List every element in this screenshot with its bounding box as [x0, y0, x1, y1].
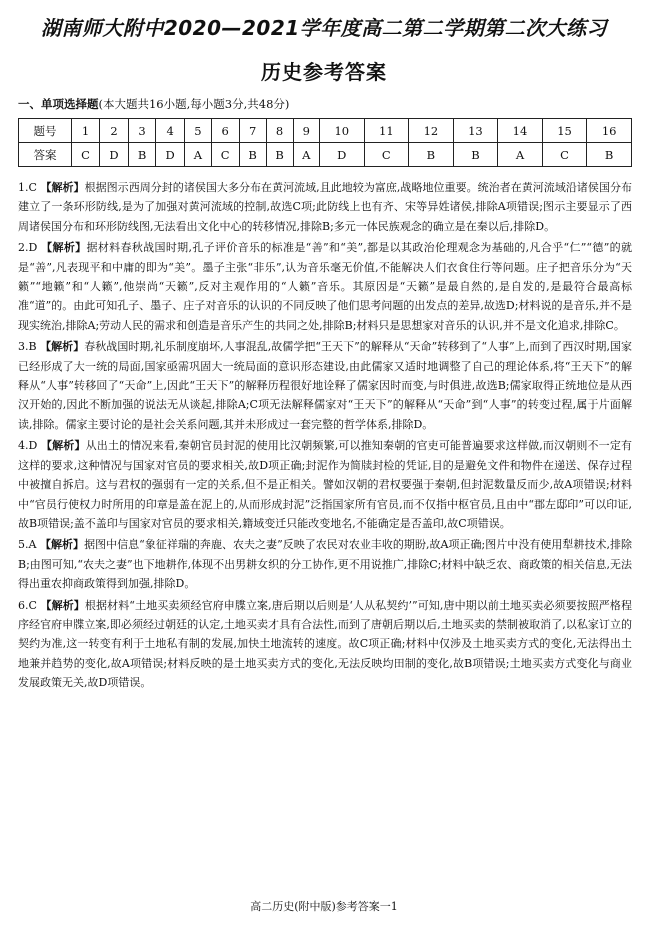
answer-cell: C — [211, 143, 239, 167]
analysis-tag: 【解析】 — [39, 538, 85, 552]
question-number: 10 — [320, 119, 365, 143]
analysis-tag: 【解析】 — [40, 439, 86, 453]
analysis-tag: 【解析】 — [41, 241, 87, 255]
section-label: 一、单项选择题 — [18, 97, 99, 111]
question-number: 13 — [453, 119, 498, 143]
explanation-item — [18, 596, 632, 693]
question-number: 5 — [185, 119, 212, 143]
page-footer: 高二历史(附中版)参考答案一1 — [250, 900, 398, 913]
explanation-text: 根据图示西周分封的诸侯国大多分布在黄河流域,且此地较为富庶,战略地位重要。统治者在黄河流域沿诸侯国分布建立了一条环形防线,是为了加强对黄河流域的控制,故选C项;此防线上也有齐、宋等异姓诸侯,排除A项错误;图示主要显示了西周诸侯国分布和环形防线图,无法看出文化中心的转移情况,排除B;多元一体民族观念的确立是在秦以后,排除D。 — [18, 181, 633, 233]
question-number: 8 — [266, 119, 293, 143]
answer-cell: A — [293, 143, 320, 167]
item-number-answer: 3.B — [18, 340, 37, 354]
answer-row — [19, 143, 632, 167]
question-number: 7 — [239, 119, 266, 143]
document-subtitle: 历史参考答案 — [261, 60, 387, 84]
explanation-text: 春秋战国时期,礼乐制度崩坏,人事混乱,故儒学把“王天下”的解释从“天命”转移到了“人事”上,而到了西汉时期,国家已经形成了大一统的局面,国家亟需巩固大一统局面的意识形态建设,由此儒家又适时地调整了自己的理论体系,将“王天下”的解释从“人事”转移回了“天命”上,因此“王天下”的解释历程很好地诠释了儒家因时而变,与时俱进,故选B;儒家取得正统地位是从西汉开始的,因此不断加强的说法无从谈起,排除A;C项无法解释儒家对“王天下”的解释从“天命”到“人事”的转变过程,属于片面解读,排除。儒家主要讨论的是社会关系问题,其并未形成过一套完整的哲学体系,排除D。 — [18, 340, 633, 431]
answer-cell: C — [542, 143, 587, 167]
question-number-header: 题号 — [19, 119, 72, 143]
item-number-answer: 2.D — [18, 241, 38, 255]
answer-cell: C — [72, 143, 100, 167]
question-number: 2 — [99, 119, 128, 143]
explanation-text: 从出土的情况来看,秦朝官员封泥的使用比汉朝频繁,可以推知秦朝的官吏可能普遍要求这样做,而汉朝则不一定有这样的要求,这种情况与国家对官员的要求相关,故D项正确;封泥作为简牍封检的凭证,目的是避免文件和物件在递送、保存过程中被擅自拆启。这与君权的强弱有一定的关系,但不是正相关。譬如汉朝的君权要强于秦朝,但封泥数量反而少,故A项错误;材料中“官员行使权力时所用的印章是盖在泥上的,从而形成封泥”泛指国家所有官员,而不仅指中枢官员,且由中“郡左邸印”可以印证,故B项错误;盖不盖印与国家对官员的要求相关,籍域变迁只能改变地名,不能确定是否盖印,故C项错误。 — [18, 439, 632, 530]
question-number: 3 — [129, 119, 156, 143]
explanation-text: 据图中信息“象征祥瑞的奔鹿、农夫之妻”反映了农民对农业丰收的期盼,故A项正确;图片中没有使用犁耕技术,排除B;由图可知,“农夫之妻”也下地耕作,体现不出男耕女织的分工协作,更不用说推广,排除C;材料中缺乏农、商政策的相关信息,无法得出重农抑商政策得到加强,排除D。 — [18, 538, 633, 591]
answer-cell: B — [239, 143, 266, 167]
explanation-item — [18, 535, 632, 593]
item-number-answer: 4.D — [18, 439, 38, 453]
explanation-item — [18, 238, 632, 335]
explanation-item — [18, 178, 632, 236]
explanation-text: 据材料春秋战国时期,孔子评价音乐的标准是“善”和“美”,都是以其政治伦理观念为基础的,凡合乎“仁”“德”的就是“善”,凡表现平和中庸的即为“美”。墨子主张“非乐”,认为音乐毫无价值,不能解决人们衣食住行等问题。庄子把音乐分为“天籁”“地籁”和“人籁”,他崇尚“天籁”,反对主观作用的“人籁”音乐。其原因是“天籁”是最自然的,是自发的,是最符合最高标准“道”的。由此可知孔子、墨子、庄子对音乐的认识的不同反映了他们思考问题的出发点的差异,故选D;材料说的是音乐,并不是现实统治,排除A;劳动人民的需求和创造是音乐产生的共同之处,排除B;材料只是思想家对音乐的认识,并不是文化追求,排除C。 — [18, 241, 633, 332]
answer-cell: B — [266, 143, 293, 167]
explanation-list — [18, 178, 632, 695]
question-number: 14 — [498, 119, 543, 143]
section-note: (本大题共16小题,每小题3分,共48分) — [98, 97, 290, 111]
answer-cell: D — [99, 143, 128, 167]
document-title: 湖南师大附中2020—2021学年度高二第二学期第二次大练习 — [40, 16, 608, 40]
answer-cell: A — [185, 143, 212, 167]
answer-table — [18, 118, 632, 167]
explanation-item — [18, 436, 632, 533]
question-number: 12 — [409, 119, 454, 143]
answer-cell: D — [320, 143, 365, 167]
answer-cell: C — [364, 143, 409, 167]
analysis-tag: 【解析】 — [40, 340, 85, 354]
answer-header: 答案 — [19, 143, 72, 167]
question-number-row — [19, 119, 632, 143]
item-number-answer: 6.C — [18, 598, 37, 612]
question-number: 11 — [364, 119, 409, 143]
question-number: 6 — [211, 119, 239, 143]
answer-cell: B — [409, 143, 454, 167]
answer-cell: B — [587, 143, 632, 167]
answer-cell: D — [156, 143, 185, 167]
question-number: 15 — [542, 119, 587, 143]
item-number-answer: 5.A — [18, 538, 37, 552]
answer-cell: B — [453, 143, 498, 167]
analysis-tag: 【解析】 — [40, 181, 85, 194]
question-number: 1 — [72, 119, 100, 143]
answer-cell: A — [498, 143, 543, 167]
section-heading — [18, 96, 289, 112]
analysis-tag: 【解析】 — [40, 598, 85, 612]
explanation-text: 根据材料“土地买卖须经官府申牒立案,唐后期以后则是‘人从私契约’”可知,唐中期以前土地买卖必须要按照严格程序经官府申牒立案,即必须经过朝廷的认定,土地买卖才具有合法性,而到了唐朝后期以后,土地买卖的禁制被取消了,以私家订立的契约为准,这一转变有利于土地私有制的发展,加快土地流转的速度。故C项正确;材料中仅涉及土地买卖方式的变化,无法得出土地兼并趋势的变化,故A项错误;材料反映的是土地买卖方式的变化,无法反映均田制的变化,故B项错误;土地买卖方式变化与商业发展政策无关,故D项错误。 — [18, 598, 633, 690]
question-number: 16 — [587, 119, 632, 143]
question-number: 9 — [293, 119, 320, 143]
item-number-answer: 1.C — [18, 181, 37, 194]
answer-cell: B — [129, 143, 156, 167]
explanation-item — [18, 337, 632, 434]
question-number: 4 — [156, 119, 185, 143]
